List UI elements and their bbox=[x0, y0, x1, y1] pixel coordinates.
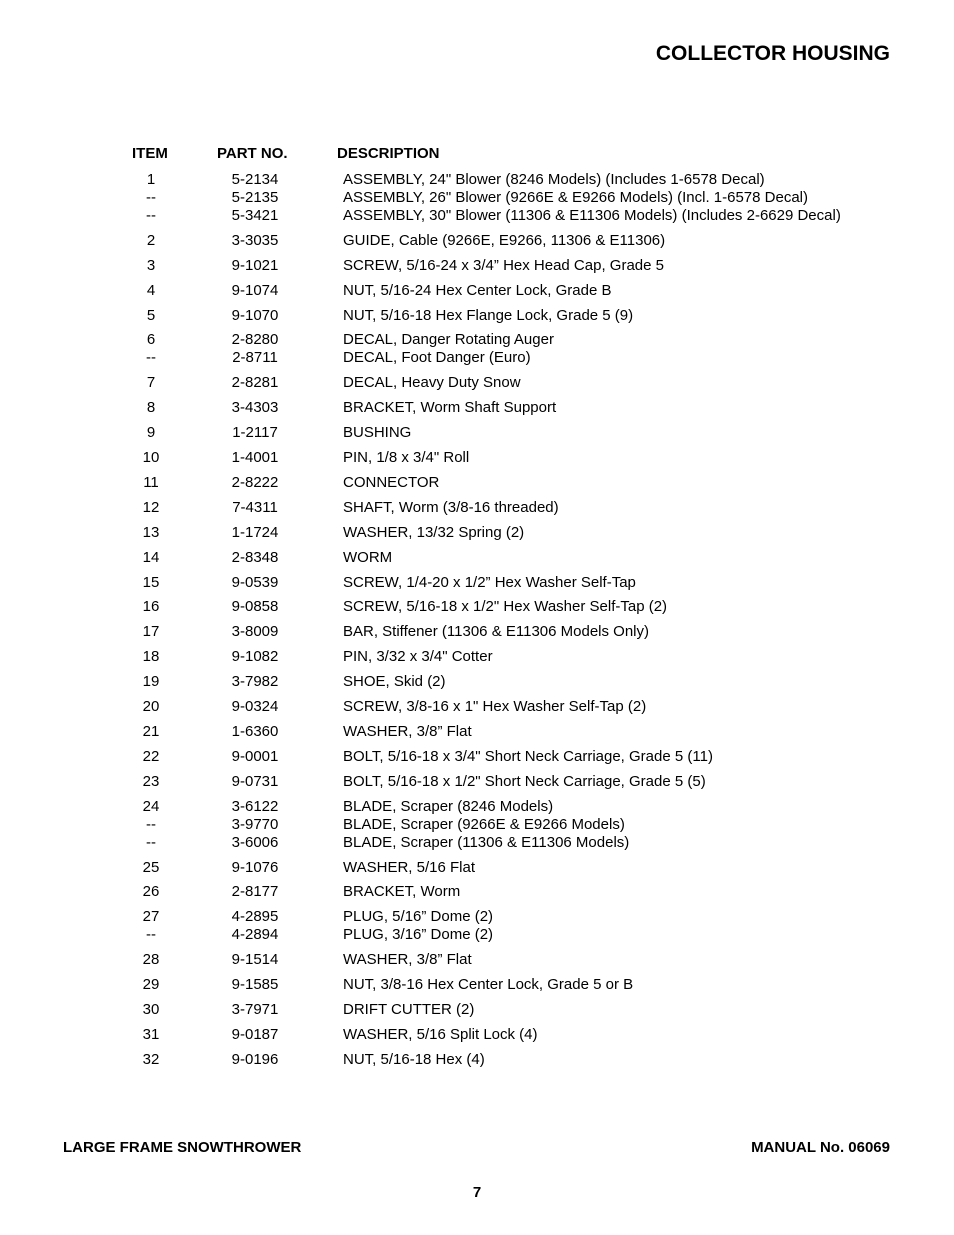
part-number: 3-7971 bbox=[231, 1001, 279, 1018]
part-number: 2-8222 bbox=[231, 474, 279, 491]
item-number: 11 bbox=[143, 474, 159, 491]
table-row bbox=[0, 926, 954, 944]
item-number: 29 bbox=[142, 976, 160, 993]
table-row bbox=[0, 773, 954, 791]
item-number: -- bbox=[146, 926, 156, 943]
table-row bbox=[0, 976, 954, 994]
table-row bbox=[0, 1051, 954, 1069]
part-description: PIN, 1/8 x 3/4" Roll bbox=[343, 449, 470, 466]
part-description: DECAL, Heavy Duty Snow bbox=[343, 374, 521, 391]
item-number: 18 bbox=[142, 648, 160, 665]
part-number: 9-0731 bbox=[231, 773, 279, 790]
part-number: 3-7982 bbox=[231, 673, 279, 690]
part-number: 5-3421 bbox=[231, 207, 279, 224]
part-description: BUSHING bbox=[343, 424, 412, 441]
part-number: 4-2894 bbox=[231, 926, 279, 943]
table-row bbox=[0, 574, 954, 592]
item-number: 17 bbox=[142, 623, 160, 640]
part-number: 3-9770 bbox=[231, 816, 279, 833]
part-description: BLADE, Scraper (11306 & E11306 Models) bbox=[343, 834, 630, 851]
part-description: BOLT, 5/16-18 x 3/4" Short Neck Carriage, Grade 5 (11) bbox=[343, 748, 713, 765]
table-row bbox=[0, 834, 954, 852]
part-number: 9-0001 bbox=[231, 748, 279, 765]
part-number: 5-2135 bbox=[231, 189, 279, 206]
item-number: 32 bbox=[142, 1051, 160, 1068]
part-description: ASSEMBLY, 24" Blower (8246 Models) (Includes 1-6578 Decal) bbox=[343, 171, 765, 188]
part-description: DECAL, Danger Rotating Auger bbox=[343, 331, 554, 348]
part-description: ASSEMBLY, 30" Blower (11306 & E11306 Models) (Includes 2-6629 Decal) bbox=[343, 207, 841, 224]
item-number: 19 bbox=[142, 673, 160, 690]
item-number: 1 bbox=[146, 171, 156, 188]
item-number: -- bbox=[146, 816, 156, 833]
table-row bbox=[0, 1026, 954, 1044]
part-description: WASHER, 3/8” Flat bbox=[343, 723, 472, 740]
part-description: BRACKET, Worm bbox=[343, 883, 461, 900]
part-description: SCREW, 1/4-20 x 1/2” Hex Washer Self-Tap bbox=[343, 574, 636, 591]
part-description: WASHER, 5/16 Split Lock (4) bbox=[343, 1026, 538, 1043]
part-number: 9-1082 bbox=[231, 648, 279, 665]
table-row bbox=[0, 449, 954, 467]
item-number: 9 bbox=[146, 424, 156, 441]
item-number: 31 bbox=[142, 1026, 160, 1043]
table-row bbox=[0, 951, 954, 969]
part-number: 2-8711 bbox=[232, 349, 278, 366]
part-number: 9-1076 bbox=[231, 859, 279, 876]
part-number: 2-8281 bbox=[231, 374, 279, 391]
item-number: 14 bbox=[142, 549, 160, 566]
table-row bbox=[0, 257, 954, 275]
table-row bbox=[0, 908, 954, 926]
item-number: 21 bbox=[142, 723, 160, 740]
table-row bbox=[0, 499, 954, 517]
part-description: WASHER, 13/32 Spring (2) bbox=[343, 524, 525, 541]
part-number: 9-1585 bbox=[231, 976, 279, 993]
item-number: 24 bbox=[142, 798, 160, 815]
part-description: WASHER, 3/8” Flat bbox=[343, 951, 472, 968]
item-number: 8 bbox=[146, 399, 156, 416]
item-number: 7 bbox=[146, 374, 156, 391]
part-description: ASSEMBLY, 26" Blower (9266E & E9266 Models) (Incl. 1-6578 Decal) bbox=[343, 189, 809, 206]
part-description: SHAFT, Worm (3/8-16 threaded) bbox=[343, 499, 559, 516]
part-description: DECAL, Foot Danger (Euro) bbox=[343, 349, 531, 366]
table-row bbox=[0, 798, 954, 816]
item-number: 12 bbox=[142, 499, 160, 516]
part-description: SCREW, 5/16-24 x 3/4” Hex Head Cap, Grade 5 bbox=[343, 257, 664, 274]
part-description: SHOE, Skid (2) bbox=[343, 673, 446, 690]
table-row bbox=[0, 474, 954, 492]
table-row bbox=[0, 549, 954, 567]
part-number: 1-2117 bbox=[232, 424, 278, 441]
table-row bbox=[0, 598, 954, 616]
item-number: 25 bbox=[142, 859, 160, 876]
page-number: 7 bbox=[472, 1184, 482, 1201]
item-number: -- bbox=[146, 349, 156, 366]
table-row bbox=[0, 399, 954, 417]
part-description: WASHER, 5/16 Flat bbox=[343, 859, 475, 876]
part-description: PLUG, 5/16” Dome (2) bbox=[343, 908, 494, 925]
table-row bbox=[0, 623, 954, 641]
item-number: 15 bbox=[142, 574, 160, 591]
part-description: NUT, 3/8-16 Hex Center Lock, Grade 5 or B bbox=[343, 976, 634, 993]
part-number: 1-6360 bbox=[231, 723, 279, 740]
part-number: 3-4303 bbox=[231, 399, 279, 416]
part-description: BLADE, Scraper (9266E & E9266 Models) bbox=[343, 816, 625, 833]
item-number: 27 bbox=[142, 908, 160, 925]
part-description: PLUG, 3/16” Dome (2) bbox=[343, 926, 494, 943]
part-number: 1-4001 bbox=[231, 449, 279, 466]
table-row bbox=[0, 349, 954, 367]
table-row bbox=[0, 673, 954, 691]
table-row bbox=[0, 424, 954, 442]
item-number: 13 bbox=[142, 524, 160, 541]
part-description: NUT, 5/16-18 Hex (4) bbox=[343, 1051, 485, 1068]
item-number: 6 bbox=[146, 331, 156, 348]
part-description: GUIDE, Cable (9266E, E9266, 11306 & E11306) bbox=[343, 232, 666, 249]
item-number: 4 bbox=[146, 282, 156, 299]
part-number: 5-2134 bbox=[231, 171, 279, 188]
item-number: 23 bbox=[142, 773, 160, 790]
part-number: 2-8348 bbox=[231, 549, 279, 566]
item-number: 16 bbox=[142, 598, 160, 615]
column-header-description: DESCRIPTION bbox=[337, 145, 440, 162]
table-row bbox=[0, 748, 954, 766]
part-number: 9-1074 bbox=[231, 282, 279, 299]
table-row bbox=[0, 698, 954, 716]
item-number: 26 bbox=[142, 883, 160, 900]
part-description: NUT, 5/16-24 Hex Center Lock, Grade B bbox=[343, 282, 612, 299]
part-description: BOLT, 5/16-18 x 1/2" Short Neck Carriage, Grade 5 (5) bbox=[343, 773, 706, 790]
table-row bbox=[0, 282, 954, 300]
part-description: WORM bbox=[343, 549, 393, 566]
footer-product-name: LARGE FRAME SNOWTHROWER bbox=[63, 1139, 302, 1156]
table-row bbox=[0, 524, 954, 542]
item-number: 2 bbox=[146, 232, 156, 249]
table-row bbox=[0, 859, 954, 877]
item-number: -- bbox=[146, 189, 156, 206]
item-number: 5 bbox=[146, 307, 156, 324]
item-number: -- bbox=[146, 207, 156, 224]
part-description: CONNECTOR bbox=[343, 474, 440, 491]
item-number: 30 bbox=[142, 1001, 160, 1018]
part-number: 9-0539 bbox=[231, 574, 279, 591]
part-number: 9-0187 bbox=[231, 1026, 279, 1043]
part-number: 3-3035 bbox=[231, 232, 279, 249]
table-row bbox=[0, 232, 954, 250]
part-number: 9-0858 bbox=[231, 598, 279, 615]
part-number: 9-1070 bbox=[231, 307, 279, 324]
part-number: 1-1724 bbox=[231, 524, 279, 541]
page-title: COLLECTOR HOUSING bbox=[655, 42, 890, 65]
table-row bbox=[0, 723, 954, 741]
table-row bbox=[0, 1001, 954, 1019]
table-row bbox=[0, 883, 954, 901]
item-number: 20 bbox=[142, 698, 160, 715]
part-number: 3-6122 bbox=[231, 798, 279, 815]
table-row bbox=[0, 374, 954, 392]
table-row bbox=[0, 171, 954, 189]
part-description: NUT, 5/16-18 Hex Flange Lock, Grade 5 (9) bbox=[343, 307, 634, 324]
part-number: 2-8177 bbox=[231, 883, 279, 900]
item-number: 28 bbox=[142, 951, 160, 968]
part-number: 7-4311 bbox=[232, 499, 278, 516]
part-description: BLADE, Scraper (8246 Models) bbox=[343, 798, 554, 815]
part-number: 3-8009 bbox=[231, 623, 279, 640]
item-number: -- bbox=[146, 834, 156, 851]
table-row bbox=[0, 816, 954, 834]
part-number: 9-1021 bbox=[231, 257, 279, 274]
table-row bbox=[0, 189, 954, 207]
table-row bbox=[0, 207, 954, 225]
part-description: BRACKET, Worm Shaft Support bbox=[343, 399, 557, 416]
footer-manual-number: MANUAL No. 06069 bbox=[751, 1139, 890, 1156]
part-number: 2-8280 bbox=[231, 331, 279, 348]
part-description: SCREW, 5/16-18 x 1/2" Hex Washer Self-Tap (2) bbox=[343, 598, 668, 615]
part-number: 3-6006 bbox=[231, 834, 279, 851]
column-header-item: ITEM bbox=[132, 145, 168, 162]
part-number: 9-1514 bbox=[231, 951, 279, 968]
item-number: 10 bbox=[142, 449, 160, 466]
part-description: PIN, 3/32 x 3/4" Cotter bbox=[343, 648, 493, 665]
part-description: BAR, Stiffener (11306 & E11306 Models Only) bbox=[343, 623, 649, 640]
part-number: 9-0324 bbox=[231, 698, 279, 715]
table-row bbox=[0, 331, 954, 349]
part-number: 9-0196 bbox=[231, 1051, 279, 1068]
part-description: DRIFT CUTTER (2) bbox=[343, 1001, 475, 1018]
part-number: 4-2895 bbox=[231, 908, 279, 925]
table-row bbox=[0, 648, 954, 666]
item-number: 3 bbox=[146, 257, 156, 274]
column-header-part-no: PART NO. bbox=[217, 145, 288, 162]
part-description: SCREW, 3/8-16 x 1" Hex Washer Self-Tap (2) bbox=[343, 698, 647, 715]
item-number: 22 bbox=[142, 748, 160, 765]
table-row bbox=[0, 307, 954, 325]
